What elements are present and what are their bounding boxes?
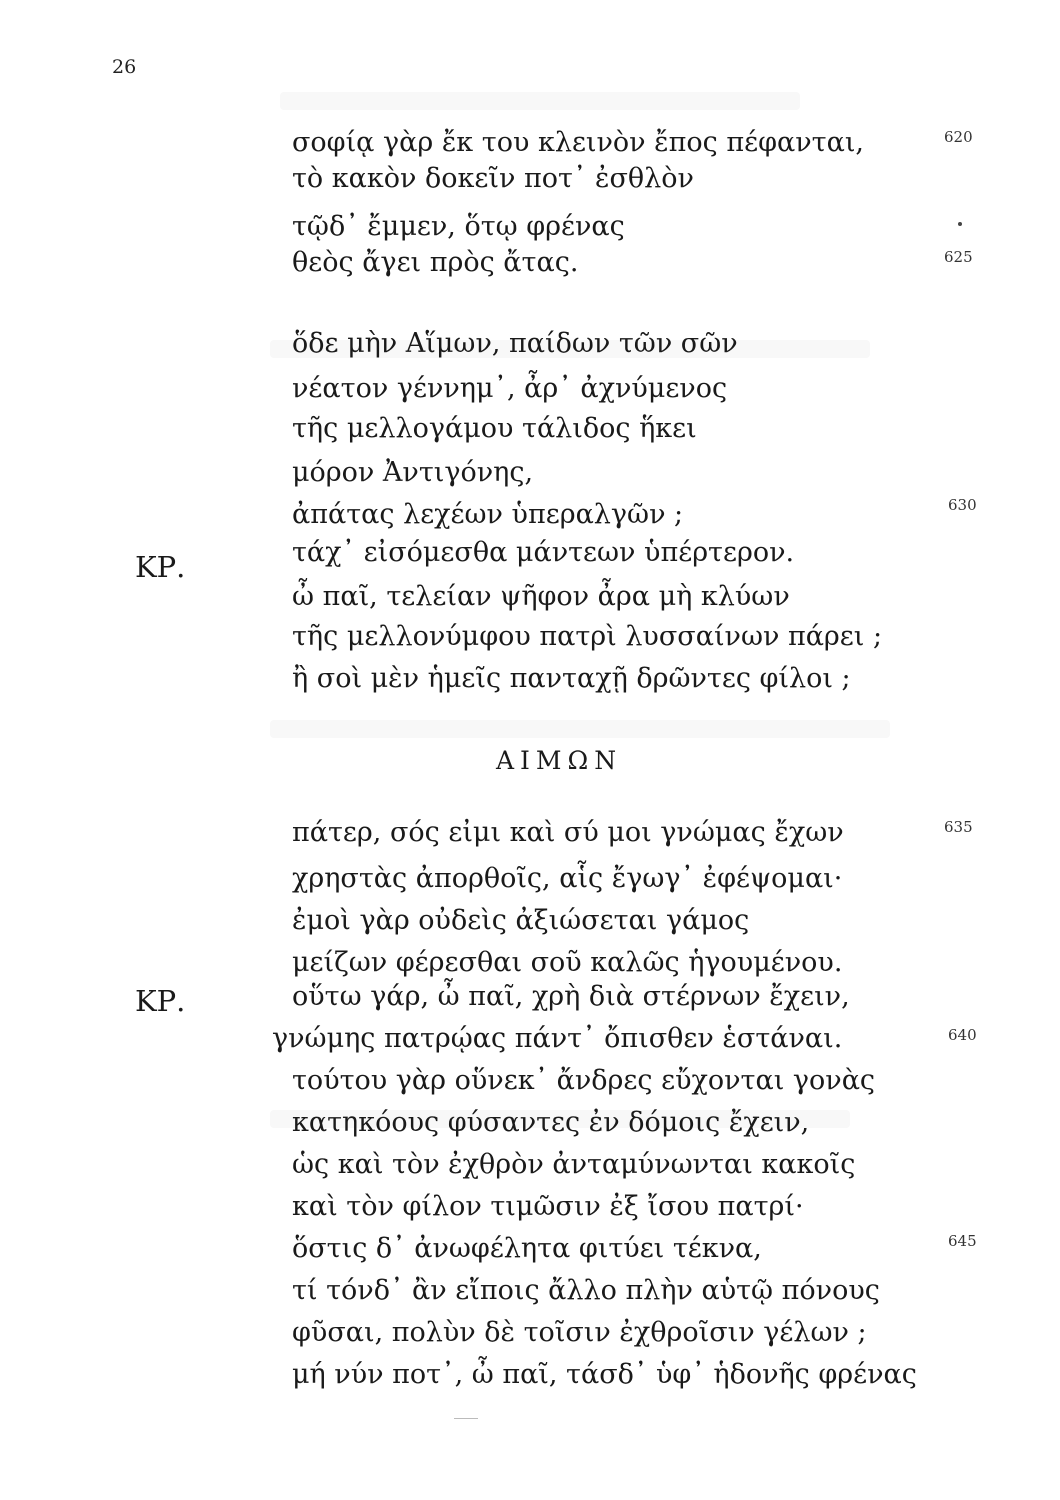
line-number: 630 bbox=[948, 496, 977, 514]
verse-line: κατηκόους φύσαντες ἐν δόμοις ἔχειν, bbox=[292, 1107, 810, 1138]
verse-line: γνώμης πατρῴας πάντ᾽ ὄπισθεν ἑστάναι. bbox=[272, 1023, 843, 1054]
verse-line: τί τόνδ᾽ ἂν εἴποις ἄλλο πλὴν αὑτῷ πόνους bbox=[292, 1275, 880, 1306]
verse-line: μόρον Ἀντιγόνης, bbox=[292, 457, 534, 488]
verse-line: τῆς μελλογάμου τάλιδος ἥκει bbox=[292, 413, 697, 444]
verse-line: πάτερ, σός εἰμι καὶ σύ μοι γνώμας ἔχων bbox=[292, 817, 844, 848]
verse-line: τὸ κακὸν δοκεῖν ποτ᾽ ἐσθλὸν bbox=[292, 163, 694, 194]
verse-line: νέατον γέννημ᾽, ἆρ᾽ ἀχνύμενος bbox=[292, 373, 728, 404]
page-number: 26 bbox=[112, 56, 137, 78]
line-number: 620 bbox=[944, 128, 973, 146]
verse-line: μείζων φέρεσθαι σοῦ καλῶς ἡγουμένου. bbox=[292, 947, 843, 978]
verse-line: τῷδ᾽ ἔμμεν, ὅτῳ φρένας bbox=[292, 211, 625, 242]
verse-line: ἀπάτας λεχέων ὑπεραλγῶν ; bbox=[292, 499, 684, 530]
line-number: 645 bbox=[948, 1232, 977, 1250]
verse-line: τῆς μελλονύμφου πατρὶ λυσσαίνων πάρει ; bbox=[292, 621, 883, 652]
bleed-through-shadow bbox=[270, 720, 890, 738]
line-number: 640 bbox=[948, 1026, 977, 1044]
verse-line: τάχ᾽ εἰσόμεσθα μάντεων ὑπέρτερον. bbox=[292, 537, 795, 568]
verse-line: μή νύν ποτ᾽, ὦ παῖ, τάσδ᾽ ὑφ᾽ ἡδονῆς φρένας bbox=[292, 1359, 917, 1390]
bottom-ink-mark bbox=[454, 1418, 478, 1419]
verse-line: ὡς καὶ τὸν ἐχθρὸν ἀνταμύνωνται κακοῖς bbox=[292, 1149, 856, 1180]
speaker-label: ΚΡ. bbox=[135, 984, 186, 1018]
verse-line: καὶ τὸν φίλον τιμῶσιν ἐξ ἴσου πατρί· bbox=[292, 1191, 804, 1222]
verse-line: σοφίᾳ γὰρ ἔκ του κλεινὸν ἔπος πέφανται, bbox=[292, 127, 864, 158]
verse-line: χρηστὰς ἀπορθοῖς, αἷς ἔγωγ᾽ ἐφέψομαι· bbox=[292, 863, 843, 894]
line-number: 625 bbox=[944, 248, 973, 266]
ink-dot bbox=[958, 222, 962, 226]
speaker-heading: ΑΙΜΩΝ bbox=[496, 746, 623, 775]
verse-line: τούτου γὰρ οὕνεκ᾽ ἄνδρες εὔχονται γονὰς bbox=[292, 1065, 876, 1096]
verse-line: ὦ παῖ, τελείαν ψῆφον ἆρα μὴ κλύων bbox=[292, 581, 790, 612]
verse-line: θεὸς ἄγει πρὸς ἄτας. bbox=[292, 247, 579, 278]
verse-line: ὅδε μὴν Αἵμων, παίδων τῶν σῶν bbox=[292, 328, 738, 359]
verse-line: οὕτω γάρ, ὦ παῖ, χρὴ διὰ στέρνων ἔχειν, bbox=[292, 981, 850, 1012]
verse-line: ἢ σοὶ μὲν ἡμεῖς πανταχῇ δρῶντες φίλοι ; bbox=[292, 663, 851, 694]
verse-line: ὅστις δ᾽ ἀνωφέλητα φιτύει τέκνα, bbox=[292, 1233, 762, 1264]
verse-line: φῦσαι, πολὺν δὲ τοῖσιν ἐχθροῖσιν γέλων ; bbox=[292, 1317, 867, 1348]
line-number: 635 bbox=[944, 818, 973, 836]
bleed-through-shadow bbox=[280, 92, 800, 110]
speaker-label: ΚΡ. bbox=[135, 550, 186, 584]
verse-line: ἐμοὶ γὰρ οὐδεὶς ἀξιώσεται γάμος bbox=[292, 905, 750, 936]
